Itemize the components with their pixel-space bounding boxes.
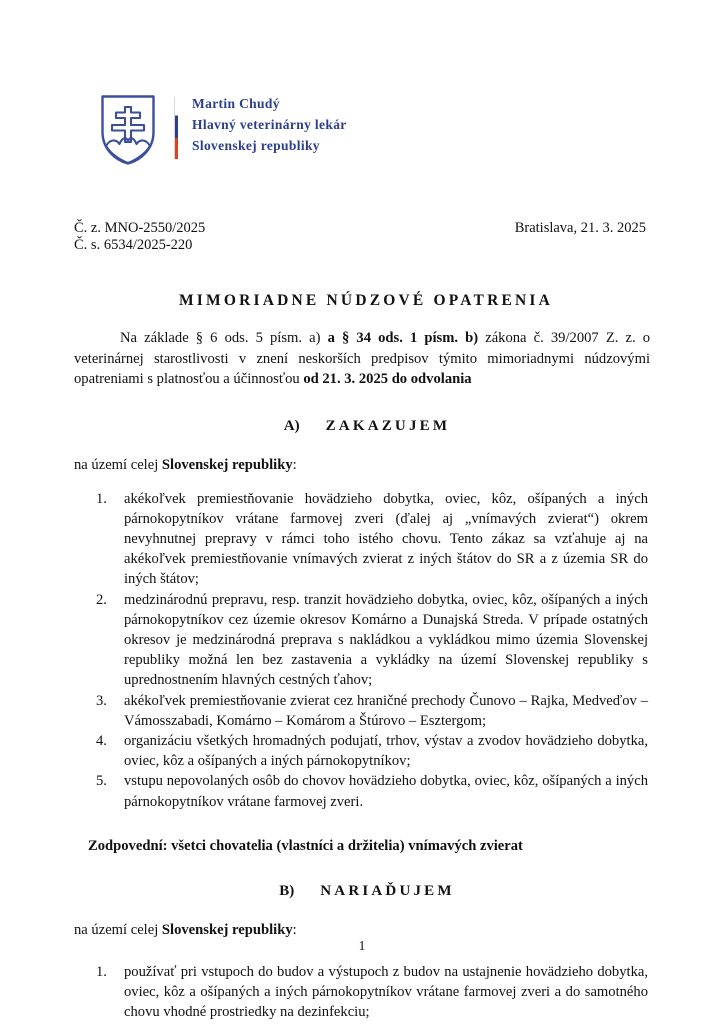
tricolor-bar xyxy=(174,97,178,159)
official-name: Martin Chudý xyxy=(192,96,280,111)
list-item-text: organizáciu všetkých hromadných podujatí, trhov, výstav a zvodov hovädzieho dobytka, oviec, kôz a ošípaných a iných párnokopytníkov; xyxy=(124,732,648,770)
list-item-text: akékoľvek premiestňovanie hovädzieho dobytka, oviec, kôz, ošípaných a iných párnokopytníkov vrátane farmovej zveri (ďalej aj „vnímavých zvierat“) okrem nevyhnutnej prepravy v rámci toho istého chovu. Tento zákaz sa vzťahuje aj na akékoľvek premiestňovanie vnímavých zvierat z iných štátov do SR a z územia SR do iných štátov; xyxy=(124,490,648,588)
list-item xyxy=(74,489,650,590)
official-title: Hlavný veterinárny lekár xyxy=(192,117,347,132)
section-b-scope-suffix: : xyxy=(292,921,297,938)
list-item xyxy=(74,590,650,691)
slovak-coat-of-arms-icon xyxy=(100,94,156,166)
intro-bold-part1: a § 34 ods. 1 písm. b) xyxy=(327,330,479,346)
reference-number-z: Č. z. MNO-2550/2025 xyxy=(74,220,206,236)
list-item xyxy=(74,691,650,731)
letterhead xyxy=(100,0,650,184)
section-a-scope xyxy=(74,455,650,475)
list-item xyxy=(74,771,650,811)
reference-block xyxy=(74,220,650,254)
place-and-date: Bratislava, 21. 3. 2025 xyxy=(514,220,646,236)
list-item-text: používať pri vstupoch do budov a výstupoch z budov na ustajnenie hovädzieho dobytka, oviec, kôz a ošípaných a iných párnokopytníkov vrátane farmovej zveri a do samotného chovu vhodné prostriedky na dezinfekciu; xyxy=(124,963,648,1021)
list-item xyxy=(74,731,650,771)
section-a-letter: A) xyxy=(283,417,300,434)
reference-number-s: Č. s. 6534/2025-220 xyxy=(74,237,193,253)
list-item-number: 1. xyxy=(96,963,107,980)
section-b-scope-prefix: na území celej xyxy=(74,921,162,938)
section-b-list xyxy=(74,962,650,1023)
section-b-word: NARIAĎUJEM xyxy=(320,882,455,899)
page-number: 1 xyxy=(358,938,366,953)
list-item-text: medzinárodnú prepravu, resp. tranzit hovädzieho dobytka, oviec, kôz, ošípaných a iných párnokopytníkov cez územie okresov Komárno a Dunajská Streda. V prípade ostatných okresov je medzinárodná preprava s nakládkou a vykládkou mimo územia Slovenskej republiky možná len bez zastavenia a vykládky na území Slovenskej republiky s uprednostnením hlavných cestných ťahov; xyxy=(124,591,648,689)
section-b-letter: B) xyxy=(279,882,295,899)
document-title: MIMORIADNE NÚDZOVÉ OPATRENIA xyxy=(178,292,554,309)
list-item-number: 5. xyxy=(96,773,107,790)
list-item-number: 4. xyxy=(96,732,107,749)
section-a-list xyxy=(74,489,650,812)
official-organisation: Slovenskej republiky xyxy=(192,138,320,153)
letterhead-text xyxy=(192,92,347,156)
section-b-scope xyxy=(74,920,650,940)
list-item-text: vstupu nepovolaných osôb do chovov hovädzieho dobytka, oviec, kôz, ošípaných a iných párnokopytníkov vrátane farmovej zveri. xyxy=(124,773,648,810)
section-a-scope-prefix: na území celej xyxy=(74,456,162,473)
list-item-number: 2. xyxy=(96,591,107,608)
section-a-word: ZAKAZUJEM xyxy=(325,417,451,434)
intro-text-part1: Na základe § 6 ods. 5 písm. a) xyxy=(120,330,321,346)
list-item-number: 3. xyxy=(96,692,107,709)
reference-numbers xyxy=(74,220,205,254)
list-item-text: akékoľvek premiestňovanie zvierat cez hraničné prechody Čunovo – Rajka, Medveďov – Vámosszabadi, Komárno – Komárom a Štúrovo – Esztergom; xyxy=(124,692,648,729)
list-item xyxy=(74,962,650,1023)
intro-bold-part2: od 21. 3. 2025 do odvolania xyxy=(303,371,472,387)
section-a-scope-bold: Slovenskej republiky xyxy=(161,456,293,473)
section-a-scope-suffix: : xyxy=(292,456,297,473)
section-b-heading xyxy=(74,883,650,900)
responsible-parties: Zodpovední: všetci chovatelia (vlastníci a držitelia) vnímavých zvierat xyxy=(88,837,523,854)
intro-text-part2: zákona č. 39/2007 Z. z. o veterinárnej starostlivosti v znení neskorších predpisov týmito mimoriadnymi núdzovými opatreniami s platnosťou a účinnosťou xyxy=(74,330,651,387)
section-b-scope-bold: Slovenskej republiky xyxy=(161,921,293,938)
section-a-heading xyxy=(74,418,650,435)
intro-paragraph xyxy=(74,328,650,390)
list-item-number: 1. xyxy=(96,490,107,507)
